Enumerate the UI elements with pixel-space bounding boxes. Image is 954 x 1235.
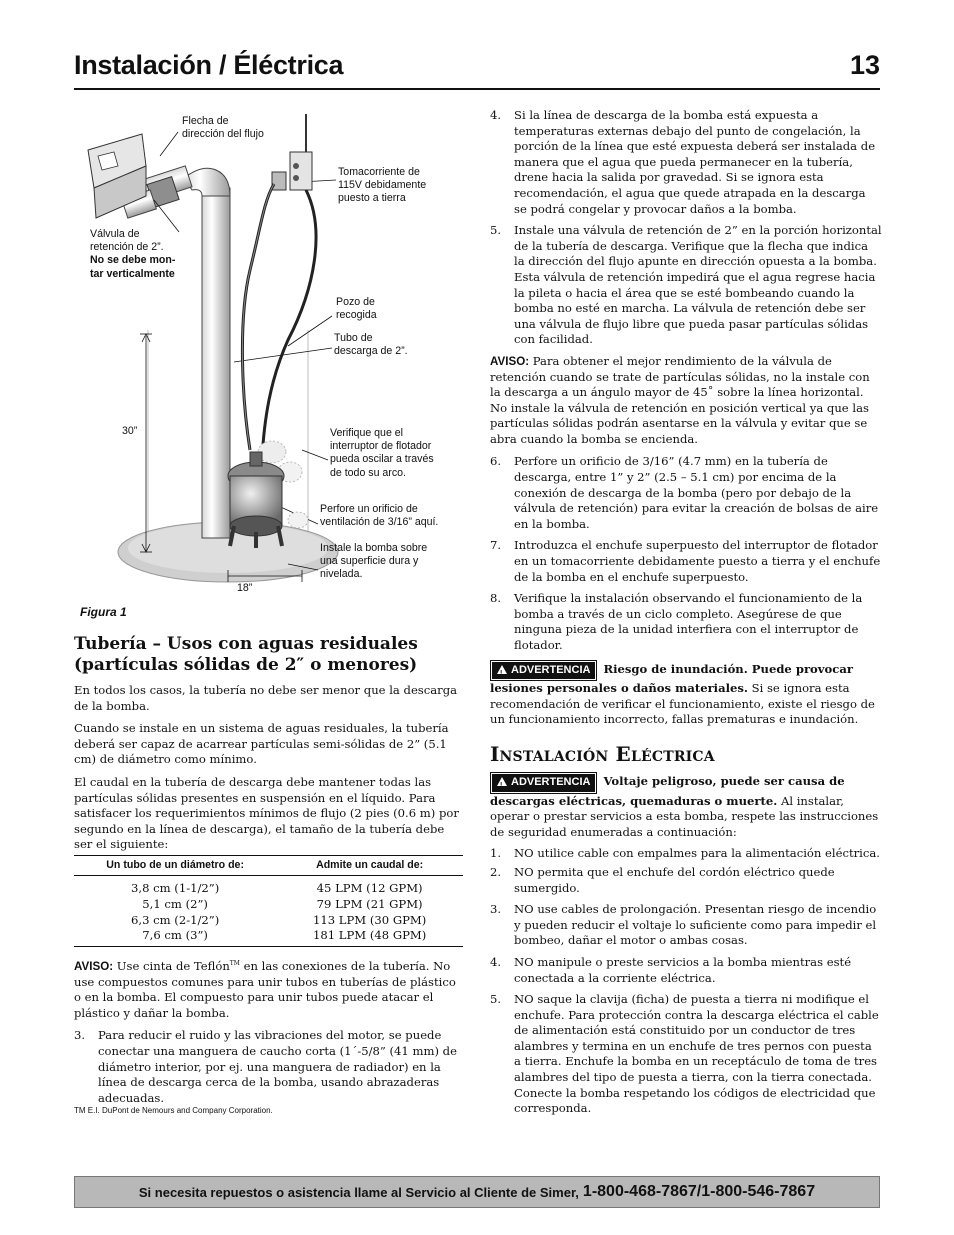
table-cell: 5,1 cm (2”) (142, 896, 208, 911)
footer-text: Si necesita repuestos o asistencia llame al Servicio al Cliente de Simer, (138, 1184, 579, 1200)
table-cell: 3,8 cm (1-1/2”) (131, 880, 220, 895)
list-item-text: Perfore un orificio de 3/16” (4.7 mm) en la tubería de descarga, entre 1” y 2” (2.5 – 5.1 cm) por encima de la conexión de descarga de la bomba (pero por debajo de la válvula de retención) para evitar la creación de bolsas de aire en la bomba. (514, 454, 879, 531)
label-sump-pit: Pozo de recogida (336, 296, 377, 322)
list-item (490, 591, 882, 653)
page-title: Instalación / Éléctrica (74, 50, 344, 80)
label-width-dimension: 18” (237, 582, 253, 594)
list-item-number: 6. (490, 454, 502, 469)
right-column (490, 108, 882, 1123)
list-item (490, 454, 882, 532)
list-item-text: NO manipule o preste servicios a la bomba mientras esté conectada a la corriente eléctrica. (514, 954, 852, 985)
warning-voltage (490, 772, 882, 840)
list-item (490, 108, 882, 217)
list-item-text: Verifique la instalación observando el funcionamiento de la bomba a través de un ciclo completo. Asegúrese de que ninguna pieza de la unidad interfiera con el interruptor de flotador. (514, 591, 863, 652)
list-item-number: 4. (490, 108, 502, 122)
label-height-dimension: 30” (122, 425, 138, 437)
table-cell: 181 LPM (48 GPM) (276, 928, 463, 946)
list-item-text: NO use cables de prolongación. Presentan riesgo de incendio y pueden reducir el voltaje lo suficiente como para impedir el bombeo, dañar el motor o ambas cosas. (514, 902, 877, 948)
warning-bold-text: Voltaje peligroso, puede ser causa de descargas eléctricas, quemaduras o muerte. (490, 773, 845, 808)
section-heading-piping: Tubería – Usos con aguas residuales (partículas sólidas de 2″ o menores) (74, 634, 418, 675)
table-cell: 79 LPM (21 GPM) (316, 896, 423, 911)
list-item-number: 1. (490, 846, 502, 861)
list-item-number: 2. (490, 864, 502, 879)
label-flow-arrow: Flecha de dirección del flujo (182, 115, 264, 141)
page-number: 13 (849, 50, 880, 80)
trademark-mark: TM (229, 960, 240, 968)
paragraph: En todos los casos, la tubería no debe ser menor que la descarga de la bomba. (74, 683, 458, 713)
list-item-number: 5. (490, 223, 502, 238)
table-row (74, 875, 463, 896)
list-item-text: NO permita que el enchufe del cordón eléctrico quede sumergido. (514, 864, 835, 895)
table-cell: 7,6 cm (3”) (74, 928, 276, 946)
table-row (74, 928, 463, 946)
aviso-text-pre: Use cinta de Teflón (113, 958, 230, 973)
warning-bold-text: Riesgo de inundación. Puede provocar lesiones personales o daños materiales. (490, 661, 853, 696)
warning-text: Si se ignora esta recomendación de verificar el funcionamiento, existe el riesgo de un funcionamiento incorrecto, fallas prematuras e inundación. (490, 681, 875, 727)
list-item (74, 1028, 464, 1106)
steps-list-right-a (490, 108, 882, 348)
warning-triangle-icon: ! (497, 665, 507, 674)
left-column (74, 100, 464, 1112)
label-install-surface: Instale la bomba sobre una superficie dura y nivelada. (320, 542, 428, 581)
list-item-number: 4. (490, 954, 502, 969)
flow-table (74, 855, 463, 947)
label-outlet: Tomacorriente de 115V debidamente puesto a tierra (338, 166, 427, 205)
list-item-text: Para reducir el ruido y las vibraciones del motor, se puede conectar una manguera de caucho corta (1´-5/8” (41 mm) de diámetro interior, por ej. una manguera de radiador) en la línea de descarga cerca de la bomba, usando abrazaderas adecuadas. (98, 1028, 457, 1105)
list-item (490, 538, 882, 585)
warning-badge-label: ADVERTENCIA (511, 663, 591, 676)
table-row (74, 897, 463, 913)
table-header: Admite un caudal de: (276, 855, 463, 875)
steps-list-electrical (490, 846, 882, 1117)
page-header (74, 50, 880, 90)
list-item (490, 865, 882, 896)
aviso-text: Para obtener el mejor rendimiento de la válvula de retención cuando se trate de partículas sólidas, no la instale con la descarga a un ángulo mayor de 45˚ sobre la línea horizontal. No instale la válvula de retención en posición vertical ya que las partículas sólidas podrán asentarse en la válvula y evitar que se abra cuando la bomba se encienda. (490, 353, 870, 446)
table-header-row (74, 855, 463, 875)
table-cell: 113 LPM (30 GPM) (312, 912, 427, 927)
warning-badge (490, 660, 597, 682)
figure-pump-installation (74, 100, 464, 619)
footer-phone: 1-800-468-7867/1-800-546-7867 (582, 1183, 816, 1200)
figure-caption: Figura 1 (80, 605, 127, 619)
label-check-valve (90, 228, 175, 281)
list-item-text: NO utilice cable con empalmes para la alimentación eléctrica. (514, 846, 880, 861)
warning-text: Al instalar, operar o prestar servicios a esta bomba, respete las instrucciones de seguridad enumeradas a continuación: (490, 793, 879, 839)
steps-list-left (74, 1028, 464, 1106)
label-check-valve-warning: No se debe mon- tar verticalmente (90, 254, 176, 280)
list-item (490, 223, 882, 348)
list-item-number: 8. (490, 591, 502, 606)
table-cell: 45 LPM (12 GPM) (316, 880, 423, 895)
footnote: TM E.I. DuPont de Nemours and Company Corporation. (74, 1106, 273, 1115)
warning-triangle-icon: ! (497, 777, 507, 786)
label-check-valve-text: Válvula de retención de 2”. (90, 228, 164, 254)
aviso-label: AVISO: (74, 959, 114, 973)
paragraph: El caudal en la tubería de descarga debe mantener todas las partículas sólidas presentes en suspensión en el líquido. Para satisfacer los requerimientos mínimos de flujo (2 pies (0.6 m) por segundo en la línea de descarga), el tamaño de la tubería debe ser el siguiente: (74, 774, 459, 852)
steps-list-right-b (490, 454, 882, 653)
table-cell: 6,3 cm (2-1/2”) (131, 912, 220, 927)
table-header: Un tubo de un diámetro de: (74, 855, 276, 875)
list-item (490, 846, 882, 862)
list-item (490, 902, 882, 949)
list-item-text: Instale una válvula de retención de 2” en la porción horizontal de la tubería de descarga. Verifique que la flecha que indica la dirección del flujo apunte en dirección opuesta a la bomba. Esta válvula de retención impedirá que el agua regrese hacia la pileta o hacia el área que se esté bombeando cuando la bomba no esté en marcha. La válvula de retención debe ser una válvula de flujo libre que pueda pasar partículas sólidas con facilidad. (514, 223, 882, 347)
aviso-check-valve (490, 354, 882, 448)
warning-flood (490, 660, 882, 728)
list-item-text: Si la línea de descarga de la bomba está expuesta a temperaturas externas debajo del punto de congelación, la porción de la línea que esté expuesta deberá ser instalada de manera que el agua que pueda permanecer en la tubería, drene hacia la salida por gravedad. Si se ignora esta recomendación, el agua que quede atrapada en la descarga se podrá congelar y provocar daños a la bomba. (514, 108, 876, 216)
list-item-number: 3. (490, 902, 502, 917)
label-float-switch: Verifique que el interruptor de flotador pueda oscilar a través de todo su arco. (330, 427, 434, 479)
label-discharge-pipe: Tubo de descarga de 2”. (334, 332, 408, 358)
list-item-number: 5. (490, 992, 502, 1007)
footer-support-bar (74, 1176, 880, 1208)
aviso-label: AVISO: (490, 354, 530, 368)
list-item-text: NO saque la clavija (ficha) de puesta a tierra ni modifique el enchufe. Para protección contra la descarga eléctrica el cable de alimentación está constituido por un conductor de tres alambres y termina en un enchufe de tres pernos con puesta a tierra. Enchufe la bomba en un receptáculo de toma de tres alambres del tipo de puesta a tierra, con la tierra conectada. Conecte la bomba respetando los códigos de electricidad que corresponda. (514, 992, 879, 1116)
list-item (490, 955, 882, 986)
warning-badge (490, 772, 597, 794)
warning-badge-label: ADVERTENCIA (511, 775, 591, 788)
aviso-teflon (74, 956, 464, 1021)
paragraph: Cuando se instale en un sistema de aguas residuales, la tubería deberá ser capaz de acarrear partículas semi-sólidas de 2” (5.1 cm) de diámetro como mínimo. (74, 721, 449, 767)
list-item (490, 992, 882, 1117)
label-vent-hole: Perfore un orificio de ventilación de 3/16” aquí. (320, 503, 439, 529)
list-item-number: 3. (74, 1028, 86, 1043)
table-row (74, 913, 463, 929)
list-item-number: 7. (490, 538, 502, 553)
section-heading-electrical: Instalación Eléctrica (490, 741, 715, 766)
list-item-text: Introduzca el enchufe superpuesto del interruptor de flotador en un tomacorriente debidamente puesto a tierra y el enchufe de la bomba en el enchufe superpuesto. (514, 538, 881, 584)
aviso-text-post: en las conexiones de la tubería. No use compuestos comunes para unir tubos en tuberías de plástico o en la bomba. El compuesto para unir tubos puede atacar el plástico y dañar la bomba. (74, 958, 456, 1020)
